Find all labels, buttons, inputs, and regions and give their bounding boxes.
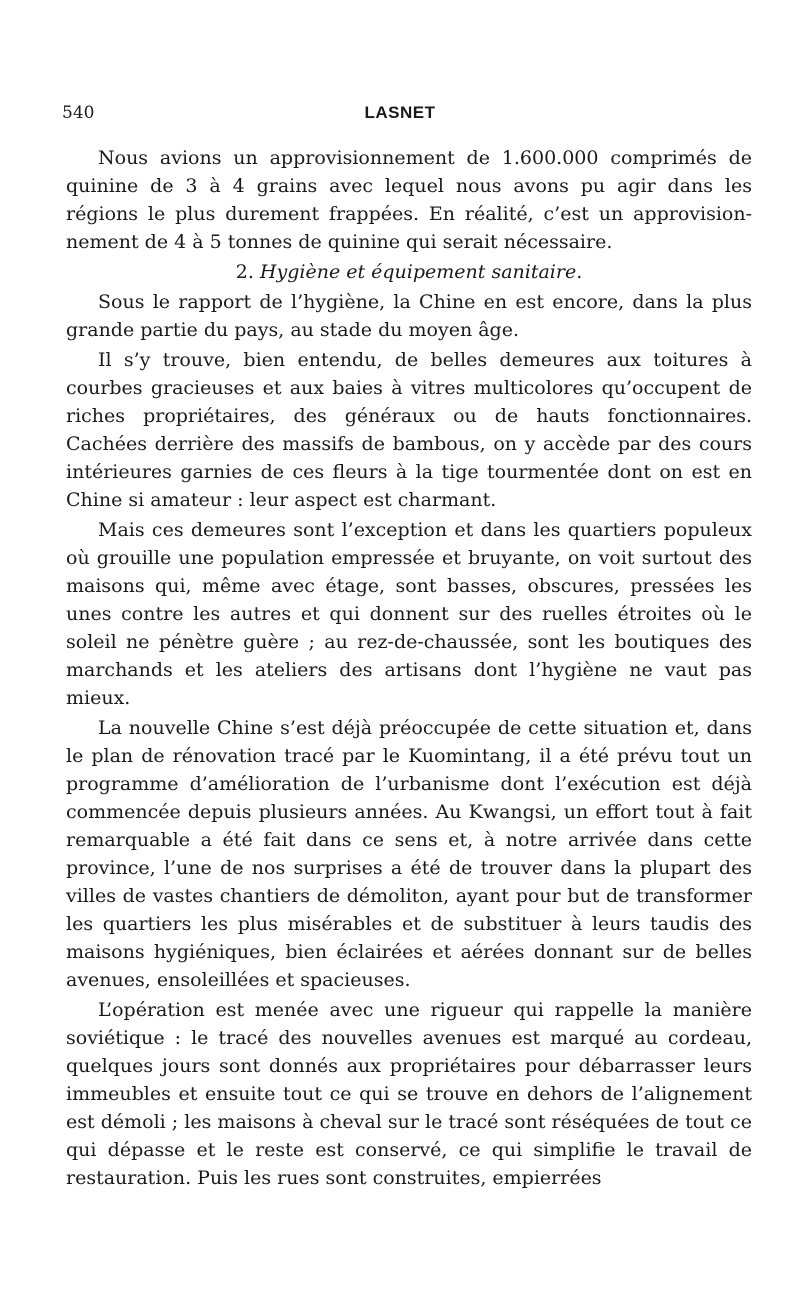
section-title: Hygiène et équipement sanitaire. (259, 261, 583, 283)
running-head: LASNET (364, 103, 436, 122)
paragraph: Mais ces demeures sont l’exception et dans les quartiers populeux où grouille une population empressée et bruyante, on voit surtout des maisons qui, même avec étage, sont basses, obscures, pressées les unes contre les autres et qui donnent sur des ruelles étroites où le soleil ne pénètre guère ; au rez-de-chaussée, sont les boutiques des marchands et les ateliers des artisans dont l’hygiène ne vaut pas mieux. (66, 519, 752, 709)
paragraph: Sous le rapport de l’hygiène, la Chine en est encore, dans la plus grande partie du pays, au stade du moyen âge. (66, 291, 752, 341)
page-header (62, 103, 738, 127)
body-text (66, 144, 752, 1192)
paragraph: Il s’y trouve, bien entendu, de belles demeures aux toitures à courbes gracieuses et aux baies à vitres multicolores qu’occupent de riches propriétaires, des généraux ou de hauts fonctionnaires. Cachées derrière des massifs de bambous, on y accède par des cours intérieures garnies de ces fleurs à la tige tourmentée dont on est en Chine si amateur : leur aspect est charmant. (66, 349, 752, 511)
paragraph: La nouvelle Chine s’est déjà préoccupée de cette situation et, dans le plan de rénovation tracé par le Kuomintang, il a été prévu tout un programme d’amélioration de l’urbanisme dont l’exécution est déjà commencée depuis plusieurs années. Au Kwangsi, un effort tout à fait remarquable a été fait dans ce sens et, à notre arrivée dans cette province, l’une de nos surprises a été de trouver dans la plupart des villes de vastes chantiers de démoliton, ayant pour but de transformer les quartiers les plus misérables et de substituer à leurs taudis des maisons hygiéniques, bien éclairées et aérées donnant sur de belles avenues, ensoleillées et spacieuses. (66, 717, 752, 991)
paragraph: L’opération est menée avec une rigueur qui rappelle la manière soviétique : le tracé des nouvelles avenues est marqué au cordeau, quelques jours sont donnés aux propriétaires pour débarrasser leurs immeubles et ensuite tout ce qui se trouve en dehors de l’alignement est démoli ; les maisons à cheval sur le tracé sont réséquées de tout ce qui dépasse et le reste est conservé, ce qui simplifie le travail de restauration. Puis les rues sont construites, empierrées (66, 999, 752, 1189)
section-number: 2. (235, 261, 254, 283)
paragraph: Nous avions un approvisionnement de 1.600.000 comprimés de quinine de 3 à 4 grains avec lequel nous avons pu agir dans les régions le plus durement frappées. En réalité, c’est un approvisionnement de 4 à 5 tonnes de quinine qui serait nécessaire. (66, 147, 752, 253)
page-number: 540 (62, 103, 95, 123)
section-heading (66, 258, 752, 286)
